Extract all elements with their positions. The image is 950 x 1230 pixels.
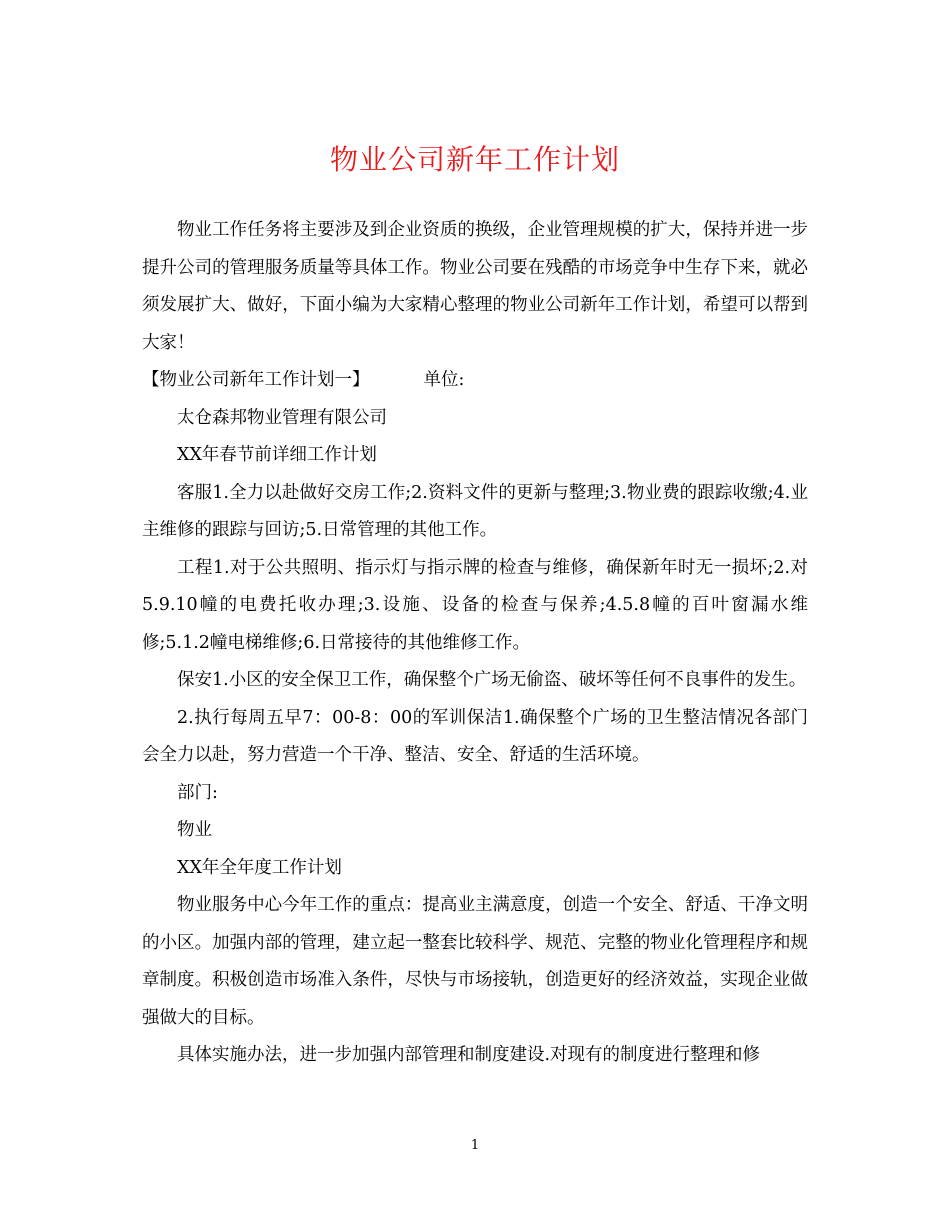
section-heading-line: [142, 362, 808, 400]
service-center-paragraph: 物业服务中心今年工作的重点：提高业主满意度，创造一个安全、舒适、干净文明的小区。加强内部的管理，建立起一整套比较科学、规范、完整的物业化管理程序和规章制度。积极创造市场准入条件，尽快与市场接轨，创造更好的经济效益，实现企业做强做大的目标。: [142, 895, 808, 1028]
page-number: 1: [470, 1138, 480, 1153]
document-title: 物业公司新年工作计划: [329, 143, 620, 176]
section-heading: 【物业公司新年工作计划一】: [142, 370, 370, 390]
plan-subtitle: XX年春节前详细工作计划: [177, 445, 377, 465]
company-name: 太仓森邦物业管理有限公司: [177, 407, 387, 428]
department-label: 部门:: [177, 782, 218, 803]
implementation-paragraph: 具体实施办法，进一步加强内部管理和制度建设.对现有的制度进行整理和修: [177, 1045, 761, 1065]
annual-plan-heading: XX年全年度工作计划: [177, 857, 342, 878]
section-unit-label: 单位:: [423, 370, 465, 390]
customer-service-paragraph: 客服1.全力以赴做好交房工作;2.资料文件的更新与整理;3.物业费的跟踪收缴;4.业主维修的跟踪与回访;5.日常管理的其他工作。: [142, 482, 808, 540]
security-paragraph: 保安1.小区的安全保卫工作，确保整个广场无偷盗、破坏等任何不良事件的发生。: [177, 670, 807, 690]
engineering-paragraph: 工程1.对于公共照明、指示灯与指示牌的检查与维修，确保新年时无一损坏;2.对5.9.10幢的电费托收办理;3.设施、设备的检查与保养;4.5.8幢的百叶窗漏水维修;5.1.2幢电梯维修;6.日常接待的其他维修工作。: [142, 557, 808, 653]
department-value: 物业: [177, 820, 212, 840]
document-body: [142, 212, 808, 1075]
training-cleaning-paragraph: 2.执行每周五早7：00-8：00的军训保洁1.确保整个广场的卫生整洁情况各部门会全力以赴，努力营造一个干净、整洁、安全、舒适的生活环境。: [142, 707, 808, 765]
intro-paragraph: 物业工作任务将主要涉及到企业资质的换级，企业管理规模的扩大，保持并进一步提升公司的管理服务质量等具体工作。物业公司要在残酷的市场竞争中生存下来，就必须发展扩大、做好，下面小编为大家精心整理的物业公司新年工作计划，希望可以帮到大家！: [142, 220, 808, 353]
